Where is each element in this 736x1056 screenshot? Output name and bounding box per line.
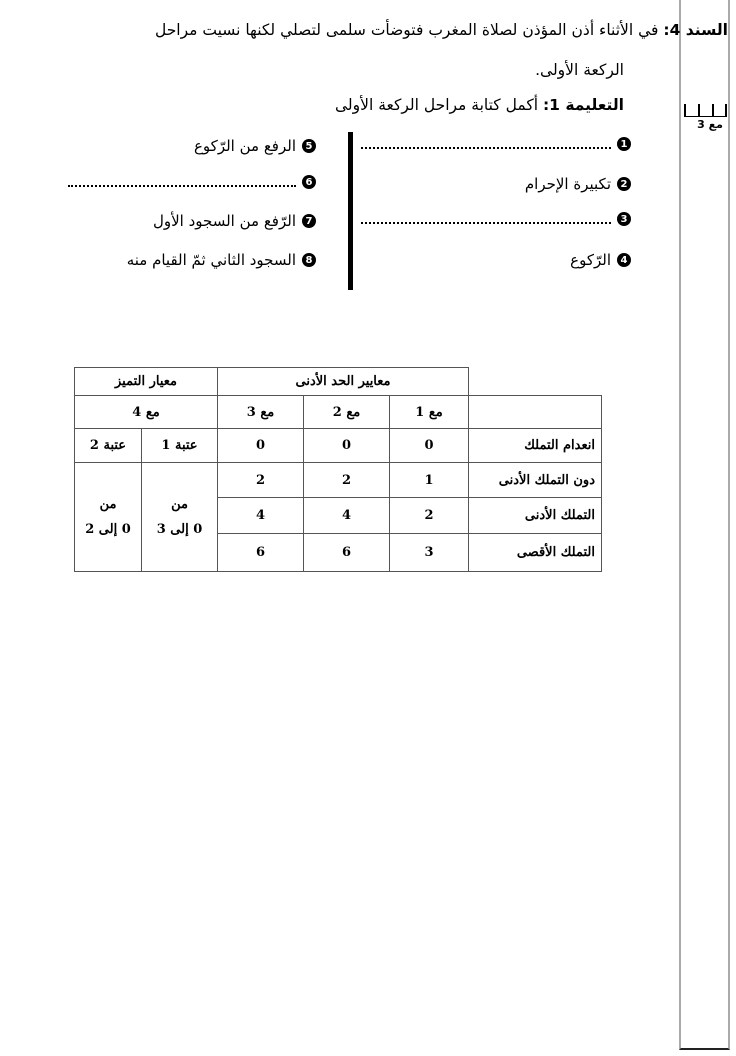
table-row [75, 463, 602, 498]
cell-c2: 2 [304, 463, 390, 498]
step-6 [68, 175, 316, 189]
threshold-1-range [142, 463, 218, 572]
step-number-badge: 3 [617, 212, 631, 226]
score-margin-column [679, 0, 730, 1050]
grading-table [74, 367, 602, 572]
row-label: دون التملك الأدنى [469, 463, 602, 498]
column-divider [348, 132, 353, 290]
instruction [335, 95, 624, 115]
cell-c2: 0 [304, 429, 390, 463]
cell-c3: 4 [218, 498, 304, 534]
step-text: الرفع من الرّكوع [193, 137, 296, 155]
context-line-1 [155, 20, 728, 40]
header-criterion-2: مع 2 [304, 396, 390, 429]
step-1 [361, 137, 631, 151]
cell-c3: 0 [218, 429, 304, 463]
table-row [75, 429, 602, 463]
answer-blank-1[interactable] [361, 139, 611, 149]
step-5 [194, 137, 316, 155]
step-text: تكبيرة الإحرام [524, 175, 611, 193]
step-number-badge: 6 [302, 175, 316, 189]
header-excellence-criterion: معيار التميز [75, 368, 218, 396]
header-minimum-criteria: معايير الحد الأدنى [218, 368, 469, 396]
threshold-from: من [99, 497, 117, 512]
cell-c1: 3 [390, 534, 469, 572]
row-label: التملك الأدنى [469, 498, 602, 534]
threshold-range: 0 إلى 3 [156, 522, 203, 537]
empty-corner-cell [469, 396, 602, 429]
row-label: التملك الأقصى [469, 534, 602, 572]
table-row [75, 368, 602, 396]
instruction-text: أكمل كتابة مراحل الركعة الأولى [335, 96, 538, 114]
row-label: انعدام التملك [469, 429, 602, 463]
step-number-badge: 4 [617, 253, 631, 267]
context-text: في الأثناء أذن المؤذن لصلاة المغرب فتوضأت سلمى لتصلي لكنها نسيت مراحل [154, 21, 659, 39]
threshold-from: من [171, 497, 188, 512]
step-number-badge: 5 [302, 139, 316, 153]
step-3 [361, 212, 631, 226]
step-text: الرّفع من السجود الأول [152, 212, 296, 230]
instruction-label: التعليمة 1: [542, 96, 624, 114]
context-label: السند 4: [663, 21, 728, 39]
step-number-badge: 7 [302, 214, 316, 228]
step-text: السجود الثاني ثمّ القيام منه [126, 251, 296, 269]
table-row [75, 396, 602, 429]
threshold-range: 0 إلى 2 [85, 522, 131, 537]
answer-blank-3[interactable] [361, 214, 611, 224]
cell-c1: 2 [390, 498, 469, 534]
step-number-badge: 2 [617, 177, 631, 191]
cell-c2: 6 [304, 534, 390, 572]
cell-c1: 0 [390, 429, 469, 463]
header-criterion-4: مع 4 [75, 396, 218, 429]
step-number-badge: 8 [302, 253, 316, 267]
cell-c1: 1 [390, 463, 469, 498]
step-8 [127, 251, 316, 269]
context-line-2: الركعة الأولى. [535, 61, 624, 79]
header-threshold-2: عتبة 2 [75, 429, 142, 463]
header-threshold-1: عتبة 1 [142, 429, 218, 463]
answer-blank-6[interactable] [68, 177, 296, 187]
step-text: الرّكوع [570, 251, 611, 269]
threshold-2-range [75, 463, 142, 572]
score-boxes[interactable] [684, 104, 727, 117]
header-criterion-3: مع 3 [218, 396, 304, 429]
cell-c2: 4 [304, 498, 390, 534]
step-4 [570, 251, 631, 269]
header-criterion-1: مع 1 [390, 396, 469, 429]
step-2 [525, 175, 631, 193]
score-criterion-label: مع 3 [697, 118, 723, 131]
step-7 [153, 212, 316, 230]
cell-c3: 2 [218, 463, 304, 498]
step-number-badge: 1 [617, 137, 631, 151]
cell-c3: 6 [218, 534, 304, 572]
